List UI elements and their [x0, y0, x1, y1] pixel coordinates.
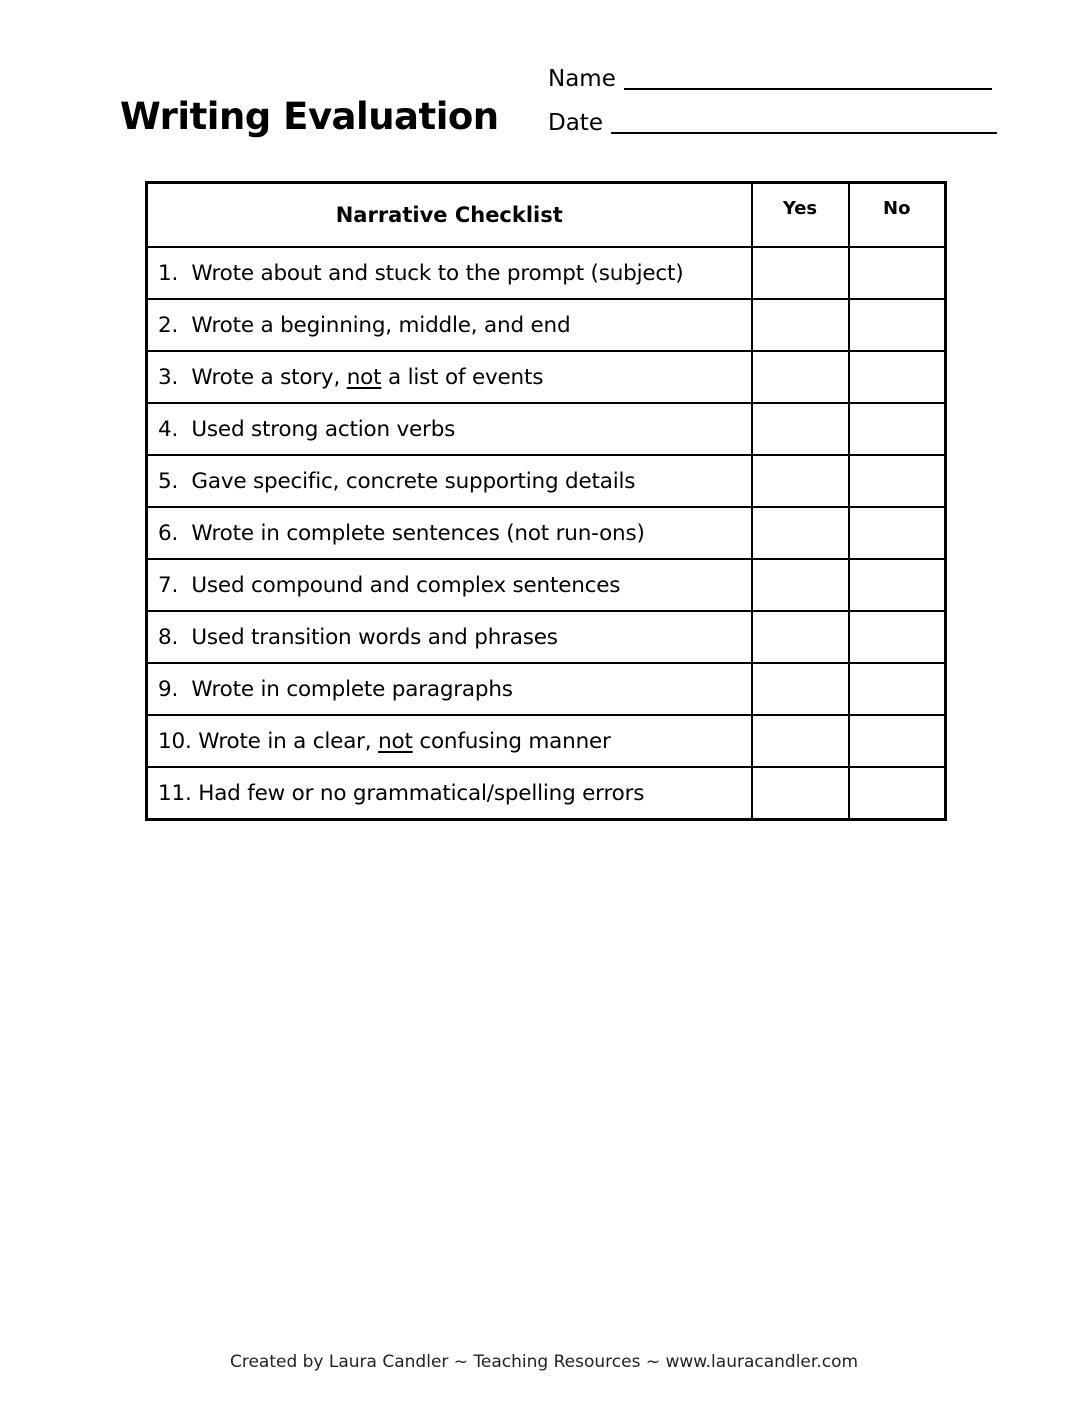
checklist-item-text: 1. Wrote about and stuck to the prompt (subject) [158, 260, 684, 286]
date-label: Date [548, 110, 603, 136]
checklist-item [147, 611, 752, 663]
checklist-item [147, 507, 752, 559]
table-row [147, 767, 946, 820]
checklist-item-text: 9. Wrote in complete paragraphs [158, 676, 513, 702]
checklist-item [147, 767, 752, 820]
checklist-body [147, 247, 946, 820]
checklist-item-text: 11. Had few or no grammatical/spelling errors [158, 780, 645, 806]
no-checkbox-cell[interactable] [849, 247, 946, 299]
checklist-item-text-end: confusing manner [412, 728, 611, 754]
checklist-header: Narrative Checklist [147, 183, 752, 248]
table-row [147, 247, 946, 299]
checklist-item-text: 3. Wrote a story, [158, 364, 347, 390]
checklist-item [147, 299, 752, 351]
checklist-item [147, 715, 752, 767]
yes-checkbox-cell[interactable] [752, 403, 849, 455]
date-blank-line[interactable] [611, 110, 997, 134]
narrative-checklist-table [145, 181, 947, 821]
no-checkbox-cell[interactable] [849, 611, 946, 663]
no-checkbox-cell[interactable] [849, 299, 946, 351]
checklist-item-text: 8. Used transition words and phrases [158, 624, 558, 650]
table-header-row [147, 183, 946, 248]
no-checkbox-cell[interactable] [849, 767, 946, 820]
yes-checkbox-cell[interactable] [752, 715, 849, 767]
checklist-item-text: 2. Wrote a beginning, middle, and end [158, 312, 571, 338]
yes-checkbox-cell[interactable] [752, 299, 849, 351]
checklist-item-text: 7. Used compound and complex sentences [158, 572, 621, 598]
no-checkbox-cell[interactable] [849, 403, 946, 455]
name-field[interactable] [548, 64, 992, 94]
yes-checkbox-cell[interactable] [752, 247, 849, 299]
table-row [147, 663, 946, 715]
date-field[interactable] [548, 108, 997, 138]
table-row [147, 299, 946, 351]
yes-checkbox-cell[interactable] [752, 351, 849, 403]
yes-checkbox-cell[interactable] [752, 663, 849, 715]
no-checkbox-cell[interactable] [849, 715, 946, 767]
checklist-item-emphasis: not [378, 728, 413, 754]
checklist-item-text: 5. Gave specific, concrete supporting details [158, 468, 636, 494]
checklist-item [147, 455, 752, 507]
no-checkbox-cell[interactable] [849, 455, 946, 507]
yes-checkbox-cell[interactable] [752, 507, 849, 559]
no-checkbox-cell[interactable] [849, 351, 946, 403]
no-checkbox-cell[interactable] [849, 507, 946, 559]
yes-header: Yes [752, 183, 849, 248]
table-row [147, 455, 946, 507]
yes-checkbox-cell[interactable] [752, 559, 849, 611]
checklist-item [147, 663, 752, 715]
checklist-item [147, 403, 752, 455]
table-row [147, 507, 946, 559]
checklist-item-emphasis: not [346, 364, 382, 390]
name-label: Name [548, 66, 616, 92]
no-checkbox-cell[interactable] [849, 559, 946, 611]
checklist-item-text-end: a list of events [381, 364, 544, 390]
checklist-item [147, 559, 752, 611]
yes-checkbox-cell[interactable] [752, 611, 849, 663]
checklist-item-text: 10. Wrote in a clear, [158, 728, 379, 754]
no-checkbox-cell[interactable] [849, 663, 946, 715]
name-blank-line[interactable] [624, 66, 992, 90]
table-row [147, 559, 946, 611]
no-header: No [849, 183, 946, 248]
checklist-item-text: 6. Wrote in complete sentences (not run-ons) [158, 520, 645, 546]
checklist-item [147, 247, 752, 299]
checklist-item [147, 351, 752, 403]
yes-checkbox-cell[interactable] [752, 455, 849, 507]
table-row [147, 715, 946, 767]
table-row [147, 351, 946, 403]
checklist-item-text: 4. Used strong action verbs [158, 416, 456, 442]
page-title: Writing Evaluation [120, 95, 499, 138]
table-row [147, 403, 946, 455]
table-row [147, 611, 946, 663]
footer-credit: Created by Laura Candler ~ Teaching Resources ~ www.lauracandler.com [229, 1352, 859, 1372]
yes-checkbox-cell[interactable] [752, 767, 849, 820]
